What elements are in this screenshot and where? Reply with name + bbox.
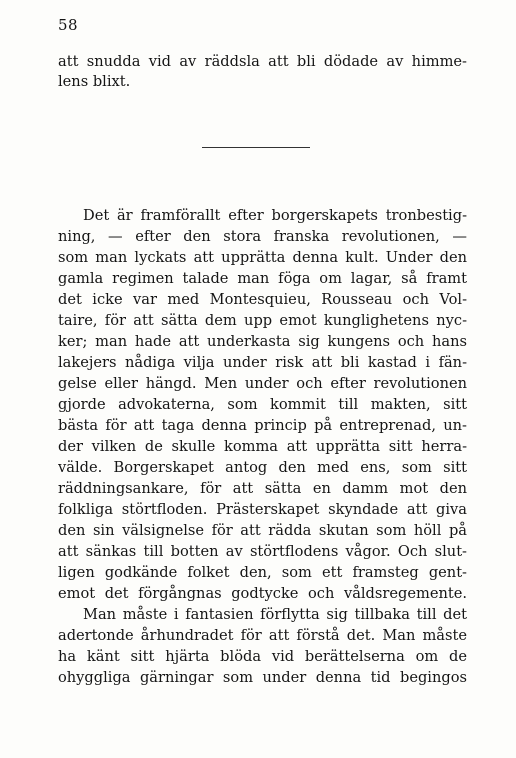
- text-line: bästa för att taga denna princip på entreprenad, un-: [58, 417, 467, 434]
- text-line: att snudda vid av räddsla att bli dödade av himme-: [58, 53, 467, 70]
- text-line: lens blixt.: [58, 73, 131, 90]
- text-line: taire, för att sätta dem upp emot kunglighetens nyc-: [58, 312, 467, 329]
- text-line: ligen godkände folket den, som ett framsteg gent-: [58, 564, 467, 581]
- text-line: ohyggliga gärningar som under denna tid begingos: [58, 669, 467, 686]
- text-line: att sänkas till botten av störtflodens vågor. Och slut-: [58, 543, 467, 560]
- text-line: adertonde århundradet för att förstå det. Man måste: [58, 627, 467, 644]
- text-line: som man lyckats att upprätta denna kult. Under den: [58, 249, 467, 266]
- text-line: gelse eller hängd. Men under och efter revolutionen: [58, 375, 467, 392]
- text-line: der vilken de skulle komma att upprätta sitt herra-: [58, 438, 467, 455]
- text-line: det icke var med Montesquieu, Rousseau och Vol-: [58, 291, 467, 308]
- text-line: Man måste i fantasien förflytta sig tillbaka till det: [83, 606, 467, 623]
- text-line: emot det förgångnas godtycke och våldsregemente.: [58, 585, 467, 602]
- text-line: den sin välsignelse för att rädda skutan som höll på: [58, 522, 467, 539]
- text-line: Det är framförallt efter borgerskapets tronbestig-: [83, 207, 467, 224]
- text-line: räddningsankare, för att sätta en damm mot den: [58, 480, 467, 497]
- text-line: ker; man hade att underkasta sig kungens och hans: [58, 333, 467, 350]
- text-line: gamla regimen talade man föga om lagar, så framt: [58, 270, 467, 287]
- text-line: välde. Borgerskapet antog den med ens, som sitt: [58, 459, 467, 476]
- text-line: lakejers nådiga vilja under risk att bli kastad i fän-: [58, 354, 467, 371]
- text-line: ha känt sitt hjärta blöda vid berättelserna om de: [58, 648, 467, 665]
- text-line: folkliga störtfloden. Prästerskapet skyndade att giva: [58, 501, 467, 518]
- text-line: ning, — efter den stora franska revolutionen, —: [58, 228, 467, 245]
- page-number: 58: [58, 16, 79, 34]
- section-separator: [202, 147, 310, 148]
- text-line: gjorde advokaterna, som kommit till makten, sitt: [58, 396, 467, 413]
